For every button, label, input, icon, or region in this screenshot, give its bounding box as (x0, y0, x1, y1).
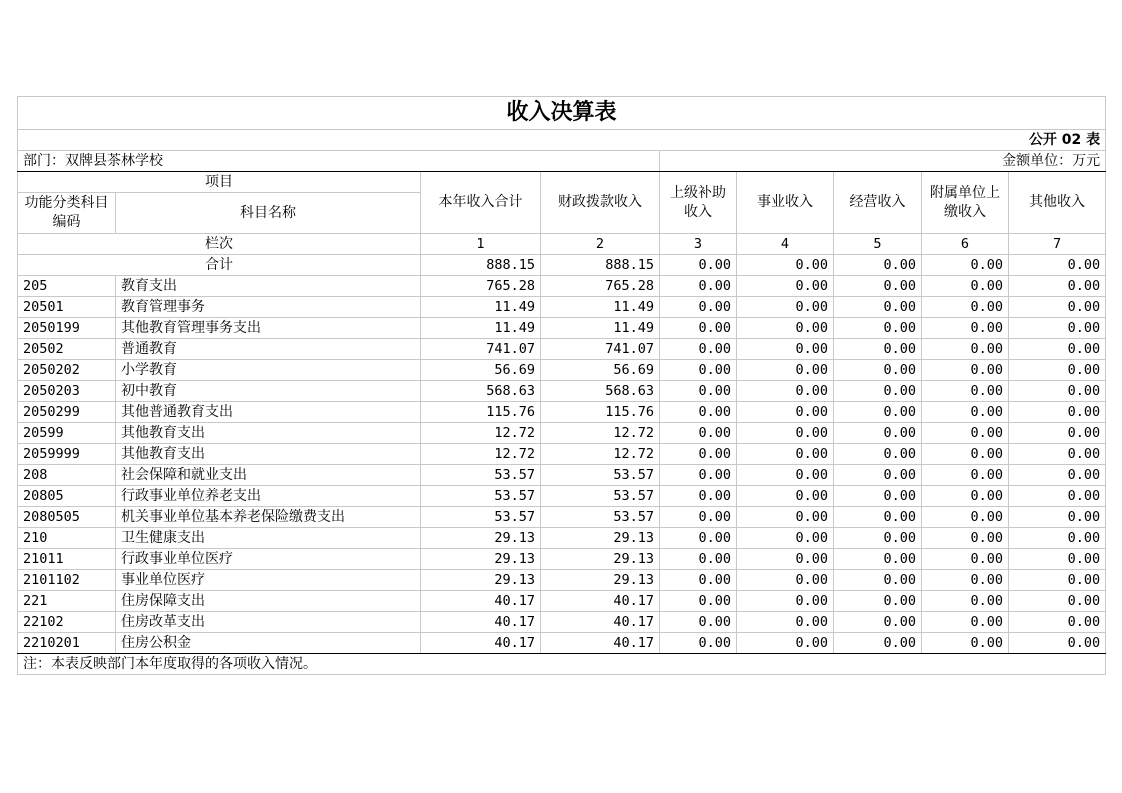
amount-cell: 0.00 (922, 591, 1009, 612)
amount-cell: 0.00 (834, 444, 922, 465)
amount-cell: 53.57 (421, 486, 541, 507)
amount-cell: 0.00 (1009, 570, 1106, 591)
column-index-6: 6 (922, 234, 1009, 255)
func-code-cell: 2210201 (18, 633, 116, 654)
func-code-cell: 20502 (18, 339, 116, 360)
table-row (18, 591, 1106, 612)
amount-cell: 12.72 (421, 444, 541, 465)
amount-cell: 0.00 (922, 339, 1009, 360)
subject-name-cell: 教育支出 (116, 276, 421, 297)
amount-cell: 0.00 (834, 612, 922, 633)
table-row (18, 318, 1106, 339)
header-operating: 经营收入 (834, 172, 922, 234)
subject-name-cell: 行政事业单位养老支出 (116, 486, 421, 507)
amount-cell: 0.00 (834, 507, 922, 528)
amount-cell: 0.00 (834, 360, 922, 381)
amount-cell: 0.00 (1009, 465, 1106, 486)
amount-cell: 40.17 (541, 633, 660, 654)
unit-label: 金额单位：万元 (660, 151, 1106, 172)
amount-cell: 11.49 (421, 318, 541, 339)
amount-cell: 0.00 (922, 612, 1009, 633)
func-code-cell: 2050199 (18, 318, 116, 339)
amount-cell: 12.72 (421, 423, 541, 444)
amount-cell: 56.69 (421, 360, 541, 381)
subject-name-cell: 事业单位医疗 (116, 570, 421, 591)
func-code-cell: 210 (18, 528, 116, 549)
amount-cell: 0.00 (834, 570, 922, 591)
amount-cell: 568.63 (541, 381, 660, 402)
amount-cell: 0.00 (922, 318, 1009, 339)
func-code-cell: 2050202 (18, 360, 116, 381)
total-value-7: 0.00 (1009, 255, 1106, 276)
subject-name-cell: 住房保障支出 (116, 591, 421, 612)
amount-cell: 29.13 (541, 570, 660, 591)
amount-cell: 29.13 (421, 570, 541, 591)
subject-name-cell: 住房公积金 (116, 633, 421, 654)
table-row (18, 486, 1106, 507)
amount-cell: 0.00 (1009, 339, 1106, 360)
amount-cell: 0.00 (660, 297, 737, 318)
total-value-5: 0.00 (834, 255, 922, 276)
amount-cell: 0.00 (834, 633, 922, 654)
amount-cell: 0.00 (660, 570, 737, 591)
table-note: 注：本表反映部门本年度取得的各项收入情况。 (18, 654, 1106, 675)
amount-cell: 0.00 (1009, 276, 1106, 297)
amount-cell: 53.57 (541, 486, 660, 507)
func-code-cell: 20805 (18, 486, 116, 507)
total-value-1: 888.15 (421, 255, 541, 276)
func-code-cell: 205 (18, 276, 116, 297)
amount-cell: 0.00 (660, 486, 737, 507)
column-index-5: 5 (834, 234, 922, 255)
amount-cell: 0.00 (1009, 423, 1106, 444)
header-func-code: 功能分类科目编码 (18, 193, 116, 234)
amount-cell: 0.00 (922, 423, 1009, 444)
amount-cell: 0.00 (834, 339, 922, 360)
amount-cell: 115.76 (421, 402, 541, 423)
amount-cell: 0.00 (660, 549, 737, 570)
amount-cell: 40.17 (421, 633, 541, 654)
amount-cell: 0.00 (737, 612, 834, 633)
amount-cell: 0.00 (1009, 612, 1106, 633)
amount-cell: 29.13 (421, 528, 541, 549)
table-row (18, 549, 1106, 570)
amount-cell: 29.13 (541, 549, 660, 570)
amount-cell: 53.57 (541, 465, 660, 486)
amount-cell: 0.00 (834, 549, 922, 570)
amount-cell: 0.00 (1009, 507, 1106, 528)
amount-cell: 0.00 (922, 444, 1009, 465)
subject-name-cell: 小学教育 (116, 360, 421, 381)
func-code-cell: 2050203 (18, 381, 116, 402)
amount-cell: 0.00 (660, 465, 737, 486)
amount-cell: 53.57 (541, 507, 660, 528)
func-code-cell: 2101102 (18, 570, 116, 591)
amount-cell: 0.00 (737, 591, 834, 612)
amount-cell: 40.17 (541, 591, 660, 612)
amount-cell: 0.00 (922, 633, 1009, 654)
subject-name-cell: 其他教育支出 (116, 423, 421, 444)
amount-cell: 0.00 (660, 381, 737, 402)
amount-cell: 0.00 (660, 318, 737, 339)
subject-name-cell: 机关事业单位基本养老保险缴费支出 (116, 507, 421, 528)
amount-cell: 0.00 (834, 297, 922, 318)
amount-cell: 0.00 (660, 276, 737, 297)
amount-cell: 0.00 (834, 486, 922, 507)
subject-name-cell: 行政事业单位医疗 (116, 549, 421, 570)
amount-cell: 0.00 (834, 381, 922, 402)
amount-cell: 29.13 (541, 528, 660, 549)
header-superior: 上级补助收入 (660, 172, 737, 234)
header-business: 事业收入 (737, 172, 834, 234)
table-row (18, 360, 1106, 381)
amount-cell: 0.00 (834, 402, 922, 423)
amount-cell: 56.69 (541, 360, 660, 381)
amount-cell: 11.49 (421, 297, 541, 318)
page-title: 收入决算表 (18, 97, 1106, 130)
amount-cell: 0.00 (737, 507, 834, 528)
table-row (18, 444, 1106, 465)
amount-cell: 0.00 (737, 276, 834, 297)
amount-cell: 29.13 (421, 549, 541, 570)
amount-cell: 0.00 (737, 528, 834, 549)
amount-cell: 741.07 (421, 339, 541, 360)
amount-cell: 0.00 (1009, 381, 1106, 402)
amount-cell: 0.00 (834, 465, 922, 486)
subject-name-cell: 其他教育支出 (116, 444, 421, 465)
amount-cell: 0.00 (922, 402, 1009, 423)
amount-cell: 0.00 (737, 423, 834, 444)
amount-cell: 0.00 (737, 381, 834, 402)
subject-name-cell: 社会保障和就业支出 (116, 465, 421, 486)
amount-cell: 53.57 (421, 465, 541, 486)
table-row (18, 276, 1106, 297)
column-index-1: 1 (421, 234, 541, 255)
amount-cell: 0.00 (834, 318, 922, 339)
header-affiliated: 附属单位上缴收入 (922, 172, 1009, 234)
note-row (18, 654, 1106, 675)
func-code-cell: 20599 (18, 423, 116, 444)
table-row (18, 570, 1106, 591)
amount-cell: 765.28 (541, 276, 660, 297)
amount-cell: 0.00 (922, 549, 1009, 570)
amount-cell: 0.00 (1009, 486, 1106, 507)
amount-cell: 0.00 (660, 402, 737, 423)
amount-cell: 0.00 (660, 528, 737, 549)
amount-cell: 0.00 (922, 570, 1009, 591)
amount-cell: 0.00 (1009, 360, 1106, 381)
table-row (18, 465, 1106, 486)
func-code-cell: 2059999 (18, 444, 116, 465)
amount-cell: 0.00 (660, 633, 737, 654)
table-row (18, 339, 1106, 360)
amount-cell: 765.28 (421, 276, 541, 297)
amount-cell: 0.00 (834, 528, 922, 549)
amount-cell: 40.17 (421, 612, 541, 633)
amount-cell: 53.57 (421, 507, 541, 528)
amount-cell: 40.17 (421, 591, 541, 612)
amount-cell: 0.00 (1009, 444, 1106, 465)
column-index-3: 3 (660, 234, 737, 255)
header-item: 项目 (18, 172, 421, 193)
column-index-label: 栏次 (18, 234, 421, 255)
total-value-3: 0.00 (660, 255, 737, 276)
table-row (18, 402, 1106, 423)
table-row (18, 297, 1106, 318)
amount-cell: 0.00 (737, 549, 834, 570)
amount-cell: 12.72 (541, 423, 660, 444)
amount-cell: 0.00 (1009, 633, 1106, 654)
subject-name-cell: 普通教育 (116, 339, 421, 360)
total-row-label: 合计 (18, 255, 421, 276)
table-code: 公开 02 表 (18, 130, 1106, 151)
header-fiscal: 财政拨款收入 (541, 172, 660, 234)
amount-cell: 0.00 (737, 318, 834, 339)
amount-cell: 0.00 (1009, 591, 1106, 612)
column-index-7: 7 (1009, 234, 1106, 255)
amount-cell: 0.00 (737, 570, 834, 591)
amount-cell: 0.00 (922, 360, 1009, 381)
subject-name-cell: 初中教育 (116, 381, 421, 402)
amount-cell: 0.00 (922, 381, 1009, 402)
income-final-accounts-table (17, 96, 1106, 675)
table-row (18, 381, 1106, 402)
subject-name-cell: 住房改革支出 (116, 612, 421, 633)
amount-cell: 0.00 (660, 591, 737, 612)
table-row (18, 528, 1106, 549)
amount-cell: 0.00 (737, 297, 834, 318)
total-value-6: 0.00 (922, 255, 1009, 276)
amount-cell: 0.00 (737, 444, 834, 465)
department-label: 部门：双牌县茶林学校 (18, 151, 660, 172)
amount-cell: 12.72 (541, 444, 660, 465)
amount-cell: 0.00 (922, 297, 1009, 318)
func-code-cell: 20501 (18, 297, 116, 318)
amount-cell: 0.00 (737, 402, 834, 423)
func-code-cell: 2050299 (18, 402, 116, 423)
amount-cell: 0.00 (737, 360, 834, 381)
column-index-4: 4 (737, 234, 834, 255)
amount-cell: 0.00 (660, 507, 737, 528)
amount-cell: 568.63 (421, 381, 541, 402)
func-code-cell: 22102 (18, 612, 116, 633)
amount-cell: 0.00 (922, 507, 1009, 528)
amount-cell: 0.00 (922, 465, 1009, 486)
amount-cell: 11.49 (541, 318, 660, 339)
amount-cell: 0.00 (1009, 549, 1106, 570)
amount-cell: 741.07 (541, 339, 660, 360)
amount-cell: 0.00 (660, 360, 737, 381)
func-code-cell: 2080505 (18, 507, 116, 528)
table-row (18, 633, 1106, 654)
amount-cell: 0.00 (660, 444, 737, 465)
func-code-cell: 21011 (18, 549, 116, 570)
subject-name-cell: 其他普通教育支出 (116, 402, 421, 423)
amount-cell: 0.00 (1009, 297, 1106, 318)
header-total-income: 本年收入合计 (421, 172, 541, 234)
amount-cell: 0.00 (660, 339, 737, 360)
amount-cell: 0.00 (737, 465, 834, 486)
amount-cell: 115.76 (541, 402, 660, 423)
subject-name-cell: 卫生健康支出 (116, 528, 421, 549)
amount-cell: 0.00 (834, 276, 922, 297)
total-value-4: 0.00 (737, 255, 834, 276)
subject-name-cell: 其他教育管理事务支出 (116, 318, 421, 339)
amount-cell: 0.00 (1009, 528, 1106, 549)
amount-cell: 0.00 (660, 423, 737, 444)
amount-cell: 0.00 (922, 276, 1009, 297)
table-row (18, 507, 1106, 528)
amount-cell: 0.00 (737, 633, 834, 654)
amount-cell: 0.00 (834, 591, 922, 612)
amount-cell: 0.00 (922, 486, 1009, 507)
column-index-2: 2 (541, 234, 660, 255)
amount-cell: 11.49 (541, 297, 660, 318)
amount-cell: 0.00 (922, 528, 1009, 549)
header-subject-name: 科目名称 (116, 193, 421, 234)
func-code-cell: 221 (18, 591, 116, 612)
amount-cell: 40.17 (541, 612, 660, 633)
table-row (18, 612, 1106, 633)
amount-cell: 0.00 (1009, 318, 1106, 339)
func-code-cell: 208 (18, 465, 116, 486)
total-value-2: 888.15 (541, 255, 660, 276)
amount-cell: 0.00 (834, 423, 922, 444)
header-other: 其他收入 (1009, 172, 1106, 234)
table-row (18, 423, 1106, 444)
subject-name-cell: 教育管理事务 (116, 297, 421, 318)
amount-cell: 0.00 (1009, 402, 1106, 423)
amount-cell: 0.00 (660, 612, 737, 633)
amount-cell: 0.00 (737, 339, 834, 360)
amount-cell: 0.00 (737, 486, 834, 507)
